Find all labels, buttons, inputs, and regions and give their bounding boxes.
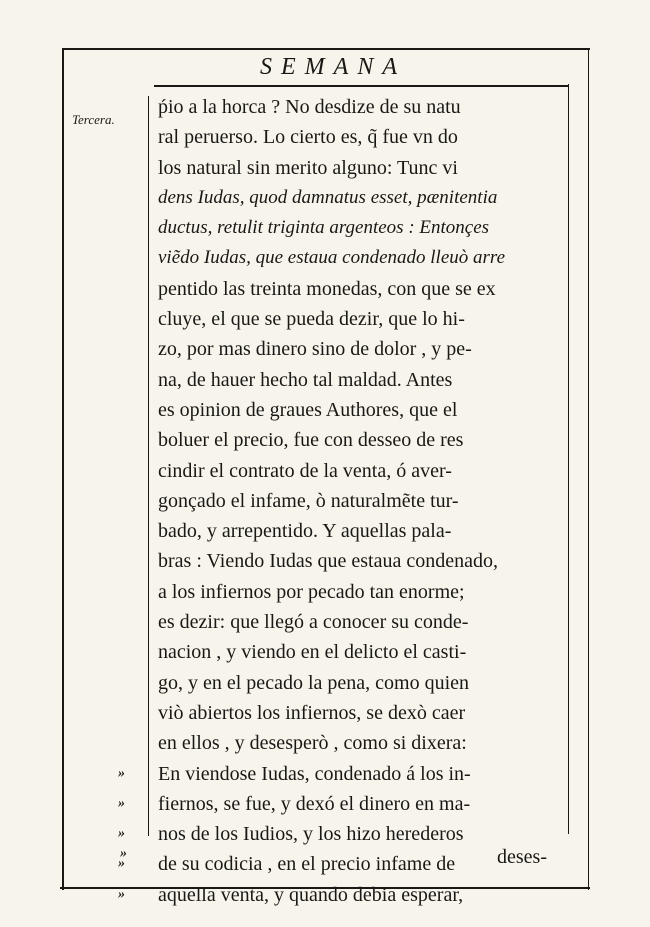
text-line-content: nacion , y viendo en el delicto el casti- xyxy=(158,641,467,664)
text-line-content: en ellos , y desesperò , como si dixera: xyxy=(158,732,467,755)
text-line xyxy=(158,516,568,546)
text-line xyxy=(158,153,568,183)
text-line-content: nos de los Iudios, y los hizo herederos xyxy=(158,823,464,846)
text-line xyxy=(158,546,568,576)
text-line-content: los natural sin merito alguno: Tunc vi xyxy=(158,156,458,179)
text-line-content: a los infiernos por pecado tan enorme; xyxy=(158,580,465,603)
text-line-content: gonçado el infame, ò naturalmẽte tur- xyxy=(158,489,459,512)
text-line-content: ṕio a la horca ? No desdize de su natu xyxy=(158,96,461,118)
text-line xyxy=(118,880,568,910)
text-line-content: fiernos, se fue, y dexó el dinero en ma- xyxy=(158,792,471,815)
page-frame-right xyxy=(588,48,589,890)
text-line xyxy=(158,637,568,667)
text-line-content: ral peruerso. Lo cierto es, q̃ fue vn do xyxy=(158,126,458,149)
text-line-content: pentido las treinta monedas, con que se ex xyxy=(158,277,496,300)
text-line xyxy=(158,243,568,273)
running-title: SEMANA xyxy=(260,54,406,80)
quote-mark: » xyxy=(118,886,125,902)
text-line-content: dens Iudas, quod damnatus esset, pænitentia xyxy=(158,186,498,208)
text-body xyxy=(118,92,568,910)
text-line-content: de su codicia , en el precio infame de xyxy=(158,853,456,876)
catchword: deses- xyxy=(497,846,547,868)
text-line-content: viò abiertos los infiernos, se dexò caer xyxy=(158,701,466,724)
text-line-content: es dezir: que llegó a conocer su conde- xyxy=(158,611,469,634)
text-line xyxy=(158,334,568,364)
text-line-content: na, de hauer hecho tal maldad. Antes xyxy=(158,368,453,391)
quote-mark: » xyxy=(118,795,125,811)
text-line xyxy=(158,668,568,698)
text-line xyxy=(158,365,568,395)
text-line-content: es opinion de graues Authores, que el xyxy=(158,398,458,421)
quote-mark: » xyxy=(118,856,125,872)
text-line xyxy=(158,92,568,122)
text-line xyxy=(158,577,568,607)
text-line xyxy=(158,274,568,304)
text-line xyxy=(158,122,568,152)
text-line xyxy=(118,819,568,849)
text-line xyxy=(158,425,568,455)
text-line-content: ductus, retulit triginta argenteos : Entonçes xyxy=(158,217,490,239)
text-line xyxy=(118,789,568,819)
text-line-content: bras : Viendo Iudas que estaua condenado, xyxy=(158,550,498,573)
text-line-content: go, y en el pecado la pena, como quien xyxy=(158,671,469,694)
text-line xyxy=(158,456,568,486)
text-line-content: aquella venta, y quando debia esperar, xyxy=(158,883,464,906)
text-line-content: boluer el precio, fue con desseo de res xyxy=(158,429,464,452)
text-line-content: zo, por mas dinero sino de dolor , y pe- xyxy=(158,338,472,361)
text-line xyxy=(158,728,568,758)
text-line-content: En viendose Iudas, condenado á los in- xyxy=(158,762,471,785)
text-line xyxy=(158,607,568,637)
text-line xyxy=(158,183,568,213)
text-line-content: cluye, el que se pueda dezir, que lo hi- xyxy=(158,308,465,331)
text-line-content: cindir el contrato de la venta, ó aver- xyxy=(158,459,452,482)
quote-mark: » xyxy=(118,765,125,781)
final-quote-mark: » xyxy=(120,846,127,861)
page-frame-top xyxy=(62,48,590,50)
text-line xyxy=(118,759,568,789)
quote-mark: » xyxy=(118,826,125,842)
margin-rule xyxy=(148,96,149,836)
text-line xyxy=(158,698,568,728)
page-frame-left xyxy=(62,50,64,890)
text-line xyxy=(158,486,568,516)
side-note: Tercera. xyxy=(72,112,115,127)
text-line xyxy=(158,304,568,334)
text-line-content: bado, y arrepentido. Y aquellas pala- xyxy=(158,520,452,543)
text-line-content: viẽdo Iudas, que estaua condenado lleuò arre xyxy=(158,247,506,269)
header-rule xyxy=(154,85,568,87)
right-rule xyxy=(568,84,569,834)
text-line xyxy=(158,395,568,425)
text-line xyxy=(158,213,568,243)
